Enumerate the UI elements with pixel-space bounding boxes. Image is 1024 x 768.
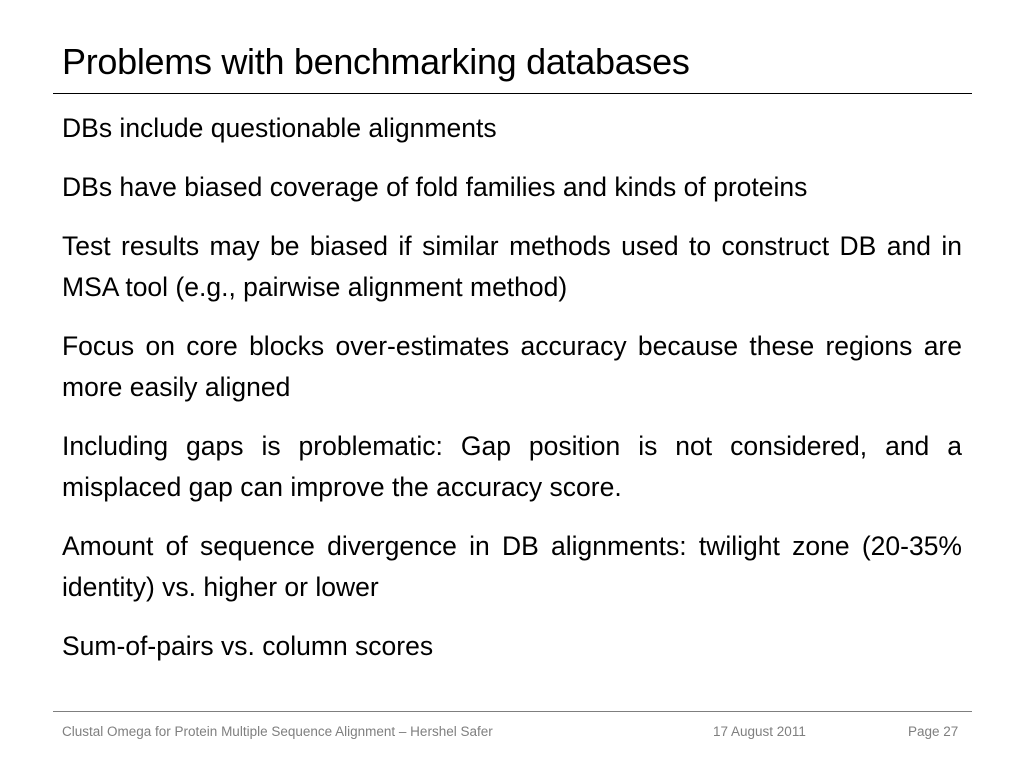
bullet-list (62, 108, 962, 685)
footer-page-number: Page 27 (908, 724, 959, 739)
bullet-item: Including gaps is problematic: Gap position is not considered, and a misplaced gap can improve the accuracy score. (62, 431, 962, 502)
bullet-item: DBs include questionable alignments (62, 113, 497, 143)
bullet-item: DBs have biased coverage of fold families and kinds of proteins (62, 172, 808, 202)
footer-presentation-title: Clustal Omega for Protein Multiple Sequence Alignment – Hershel Safer (62, 724, 493, 739)
bullet-item: Amount of sequence divergence in DB alignments: twilight zone (20-35% identity) vs. higher or lower (62, 531, 962, 602)
slide-title: Problems with benchmarking databases (62, 41, 690, 82)
bullet-item: Sum-of-pairs vs. column scores (62, 631, 434, 661)
footer-date: 17 August 2011 (713, 724, 806, 739)
footer-divider (53, 711, 972, 712)
title-divider (53, 93, 972, 94)
bullet-item: Test results may be biased if similar methods used to construct DB and in MSA tool (e.g., pairwise alignment method) (62, 231, 962, 302)
bullet-item: Focus on core blocks over-estimates accuracy because these regions are more easily aligned (62, 331, 962, 402)
